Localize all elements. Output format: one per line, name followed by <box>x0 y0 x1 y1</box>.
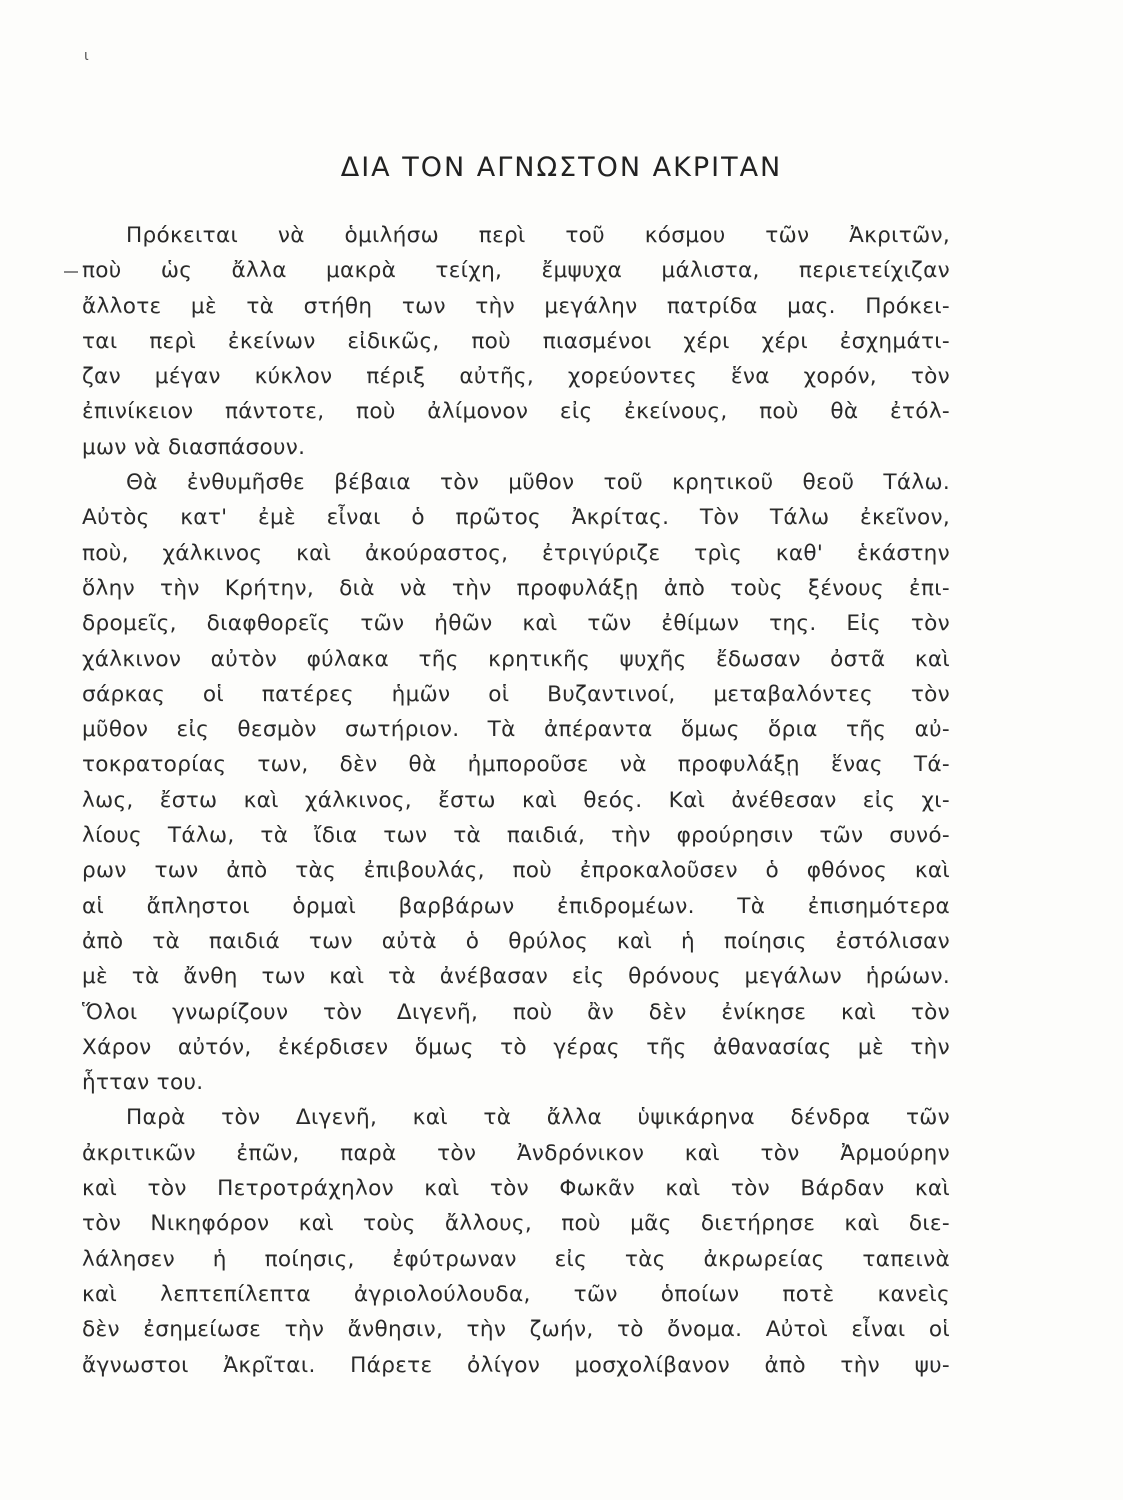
text-line: καὶ λεπτεπίλεπτα ἀγριολούλουδα, τῶν ὁποίων ποτὲ κανεὶς <box>82 1281 950 1307</box>
text-line: ποὺ, χάλκινος καὶ ἀκούραστος, ἐτριγύριζε τρὶς καθ' ἑκάστην <box>82 540 950 566</box>
text-line: Αὐτὸς κατ' ἐμὲ εἶναι ὁ πρῶτος Ἀκρίτας. Τὸν Τάλω ἐκεῖνον, <box>82 505 950 531</box>
text-line: δρομεῖς, διαφθορεῖς τῶν ἠθῶν καὶ τῶν ἐθίμων της. Εἰς τὸν <box>82 611 950 637</box>
text-line: Χάρον αὐτόν, ἐκέρδισεν ὅμως τὸ γέρας τῆς ἀθανασίας μὲ τὴν <box>82 1034 950 1060</box>
text-line: ρων των ἀπὸ τὰς ἐπιβουλάς, ποὺ ἐπροκαλοῦσεν ὁ φθόνος καὶ <box>82 858 950 884</box>
text-line: μων νὰ διασπάσουν. <box>82 434 306 460</box>
text-line: λάλησεν ἡ ποίησις, ἐφύτρωναν εἰς τὰς ἀκρωρείας ταπεινὰ <box>82 1246 950 1272</box>
text-line: ἄλλοτε μὲ τὰ στήθη των τὴν μεγάλην πατρίδα μας. Πρόκει- <box>82 293 950 319</box>
page-marker: ι <box>84 48 89 64</box>
text-line: δὲν ἐσημείωσε τὴν ἄνθησιν, τὴν ζωήν, τὸ ὄνομα. Αὐτοὶ εἶναι οἱ <box>82 1317 950 1343</box>
margin-mark <box>64 271 78 273</box>
body-text <box>82 218 950 1383</box>
text-line: τοκρατορίας των, δὲν θὰ ἠμποροῦσε νὰ προφυλάξῃ ἕνας Τά- <box>82 752 950 778</box>
text-line: Ὅλοι γνωρίζουν τὸν Διγενῆ, ποὺ ἂν δὲν ἐνίκησε καὶ τὸν <box>82 999 950 1025</box>
text-line: τὸν Νικηφόρον καὶ τοὺς ἄλλους, ποὺ μᾶς διετήρησε καὶ διε- <box>82 1211 950 1237</box>
text-line: Θὰ ἐνθυμῆσθε βέβαια τὸν μῦθον τοῦ κρητικοῦ θεοῦ Τάλω. <box>126 470 950 496</box>
text-line: ποὺ ὡς ἄλλα μακρὰ τείχη, ἔμψυχα μάλιστα, περιετείχιζαν <box>82 258 950 284</box>
text-line: Πρόκειται νὰ ὁμιλήσω περὶ τοῦ κόσμου τῶν Ἀκριτῶν, <box>126 223 950 248</box>
text-line: ζαν μέγαν κύκλον πέριξ αὐτῆς, χορεύοντες ἕνα χορόν, τὸν <box>82 364 950 390</box>
text-line: μῦθον εἰς θεσμὸν σωτήριον. Τὰ ἀπέραντα ὅμως ὅρια τῆς αὐ- <box>82 717 950 743</box>
text-line: λως, ἔστω καὶ χάλκινος, ἔστω καὶ θεός. Καὶ ἀνέθεσαν εἰς χι- <box>82 787 950 813</box>
chapter-title: ΔΙΑ ΤΟΝ ΑΓΝΩΣΤΟΝ ΑΚΡΙΤΑΝ <box>340 152 783 183</box>
text-line: ἄγνωστοι Ἀκρῖται. Πάρετε ὀλίγον μοσχολίβανον ἀπὸ τὴν ψυ- <box>82 1352 950 1378</box>
text-line: Παρὰ τὸν Διγενῆ, καὶ τὰ ἄλλα ὑψικάρηνα δένδρα τῶν <box>126 1105 950 1131</box>
text-line: λίους Τάλω, τὰ ἴδια των τὰ παιδιά, τὴν φρούρησιν τῶν συνό- <box>82 823 950 849</box>
text-line: ται περὶ ἐκείνων εἰδικῶς, ποὺ πιασμένοι χέρι χέρι ἐσχημάτι- <box>82 328 950 354</box>
text-line: μὲ τὰ ἄνθη των καὶ τὰ ἀνέβασαν εἰς θρόνους μεγάλων ἡρώων. <box>82 964 950 990</box>
text-line: ἐπινίκειον πάντοτε, ποὺ ἀλίμονον εἰς ἐκείνους, ποὺ θὰ ἐτόλ- <box>82 399 950 425</box>
text-line: ἧτταν του. <box>82 1070 204 1096</box>
text-line: χάλκινον αὐτὸν φύλακα τῆς κρητικῆς ψυχῆς ἔδωσαν ὀστᾶ καὶ <box>82 646 950 672</box>
text-line: ὅλην τὴν Κρήτην, διὰ νὰ τὴν προφυλάξῃ ἀπὸ τοὺς ξένους ἐπι- <box>82 575 950 601</box>
text-line: ἀκριτικῶν ἐπῶν, παρὰ τὸν Ἀνδρόνικον καὶ τὸν Ἀρμούρην <box>82 1140 950 1166</box>
text-line: ἀπὸ τὰ παιδιά των αὐτὰ ὁ θρύλος καὶ ἡ ποίησις ἐστόλισαν <box>82 928 950 954</box>
text-line: καὶ τὸν Πετροτράχηλον καὶ τὸν Φωκᾶν καὶ τὸν Βάρδαν καὶ <box>82 1176 950 1202</box>
text-line: αἱ ἄπληστοι ὁρμαὶ βαρβάρων ἐπιδρομέων. Τὰ ἐπισημότερα <box>82 893 950 919</box>
text-line: σάρκας οἱ πατέρες ἡμῶν οἱ Βυζαντινοί, μεταβαλόντες τὸν <box>82 681 950 707</box>
